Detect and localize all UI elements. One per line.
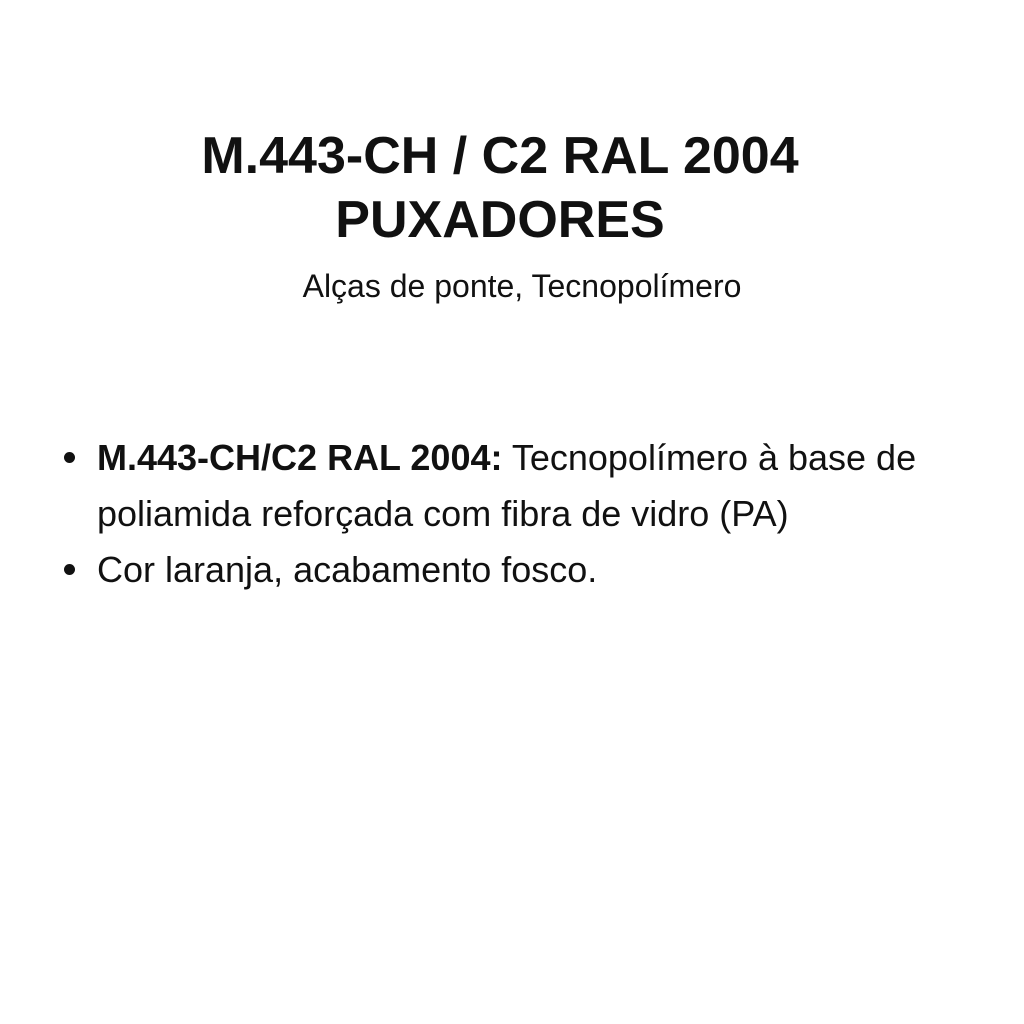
product-title: M.443-CH / C2 RAL 2004 [201,127,799,185]
feature-list [60,430,1000,598]
product-category-title: PUXADORES [335,191,665,249]
finish-description: Cor laranja, acabamento fosco. [97,549,598,590]
list-item-material [60,430,1000,542]
bullet-icon [64,452,75,463]
list-item-finish [60,542,1000,598]
product-subtitle: Alças de ponte, Tecnopolímero [302,268,742,304]
material-description: Tecnopolímero à base de poliamida reforçada com fibra de vidro (PA) [97,437,917,534]
bullet-icon [64,564,75,575]
title-block [0,124,1000,252]
material-label: M.443-CH/C2 RAL 2004: [97,437,503,478]
